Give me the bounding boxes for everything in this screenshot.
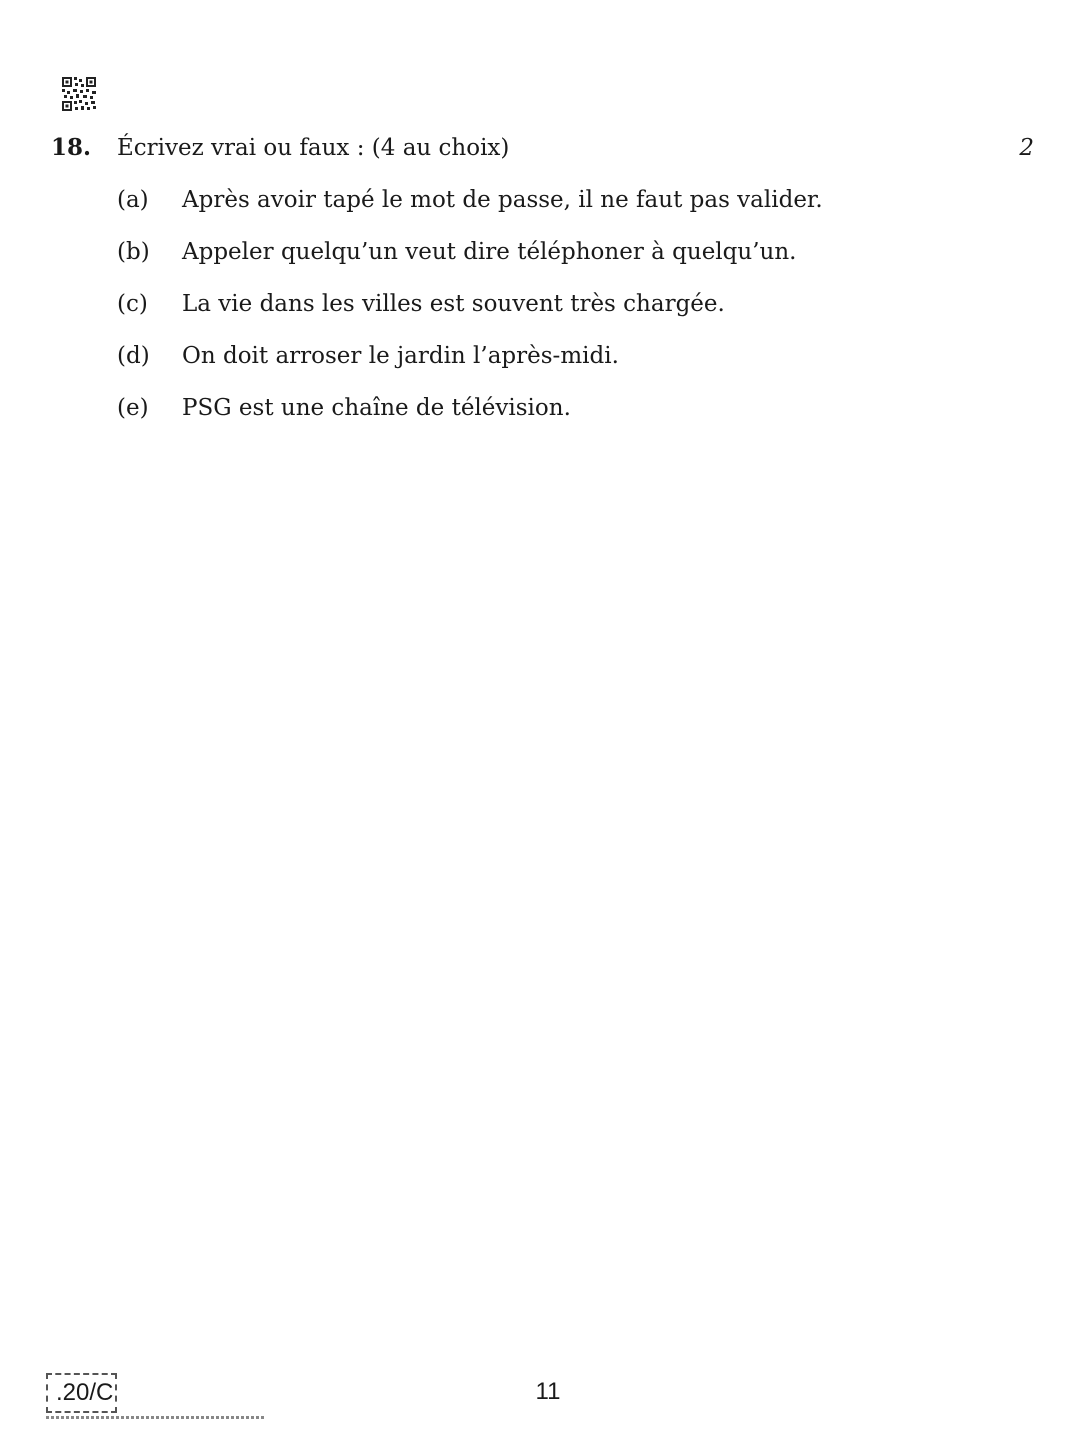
true-false-list — [0, 184, 1091, 444]
item-statement: Appeler quelqu’un veut dire téléphoner à quelqu’un. — [182, 239, 797, 265]
list-item — [0, 340, 1091, 392]
list-item — [0, 184, 1091, 236]
question-prompt: Écrivez vrai ou faux : (4 au choix) — [117, 135, 510, 161]
item-label: (c) — [117, 291, 148, 317]
footer-microtext-strip — [46, 1416, 264, 1419]
page-number: 11 — [535, 1378, 561, 1405]
qr-code-icon — [61, 76, 97, 112]
question-header — [0, 132, 1091, 164]
list-item — [0, 392, 1091, 444]
item-statement: La vie dans les villes est souvent très chargée. — [182, 291, 725, 317]
item-statement: PSG est une chaîne de télévision. — [182, 395, 571, 421]
question-marks: 2 — [1019, 135, 1034, 161]
item-statement: On doit arroser le jardin l’après-midi. — [182, 343, 619, 369]
item-label: (d) — [117, 343, 150, 369]
item-label: (e) — [117, 395, 149, 421]
question-number: 18. — [51, 134, 92, 161]
list-item — [0, 236, 1091, 288]
item-label: (b) — [117, 239, 150, 265]
item-statement: Après avoir tapé le mot de passe, il ne faut pas valider. — [182, 187, 823, 213]
item-label: (a) — [117, 187, 149, 213]
list-item — [0, 288, 1091, 340]
paper-code: .20/C — [46, 1373, 117, 1413]
